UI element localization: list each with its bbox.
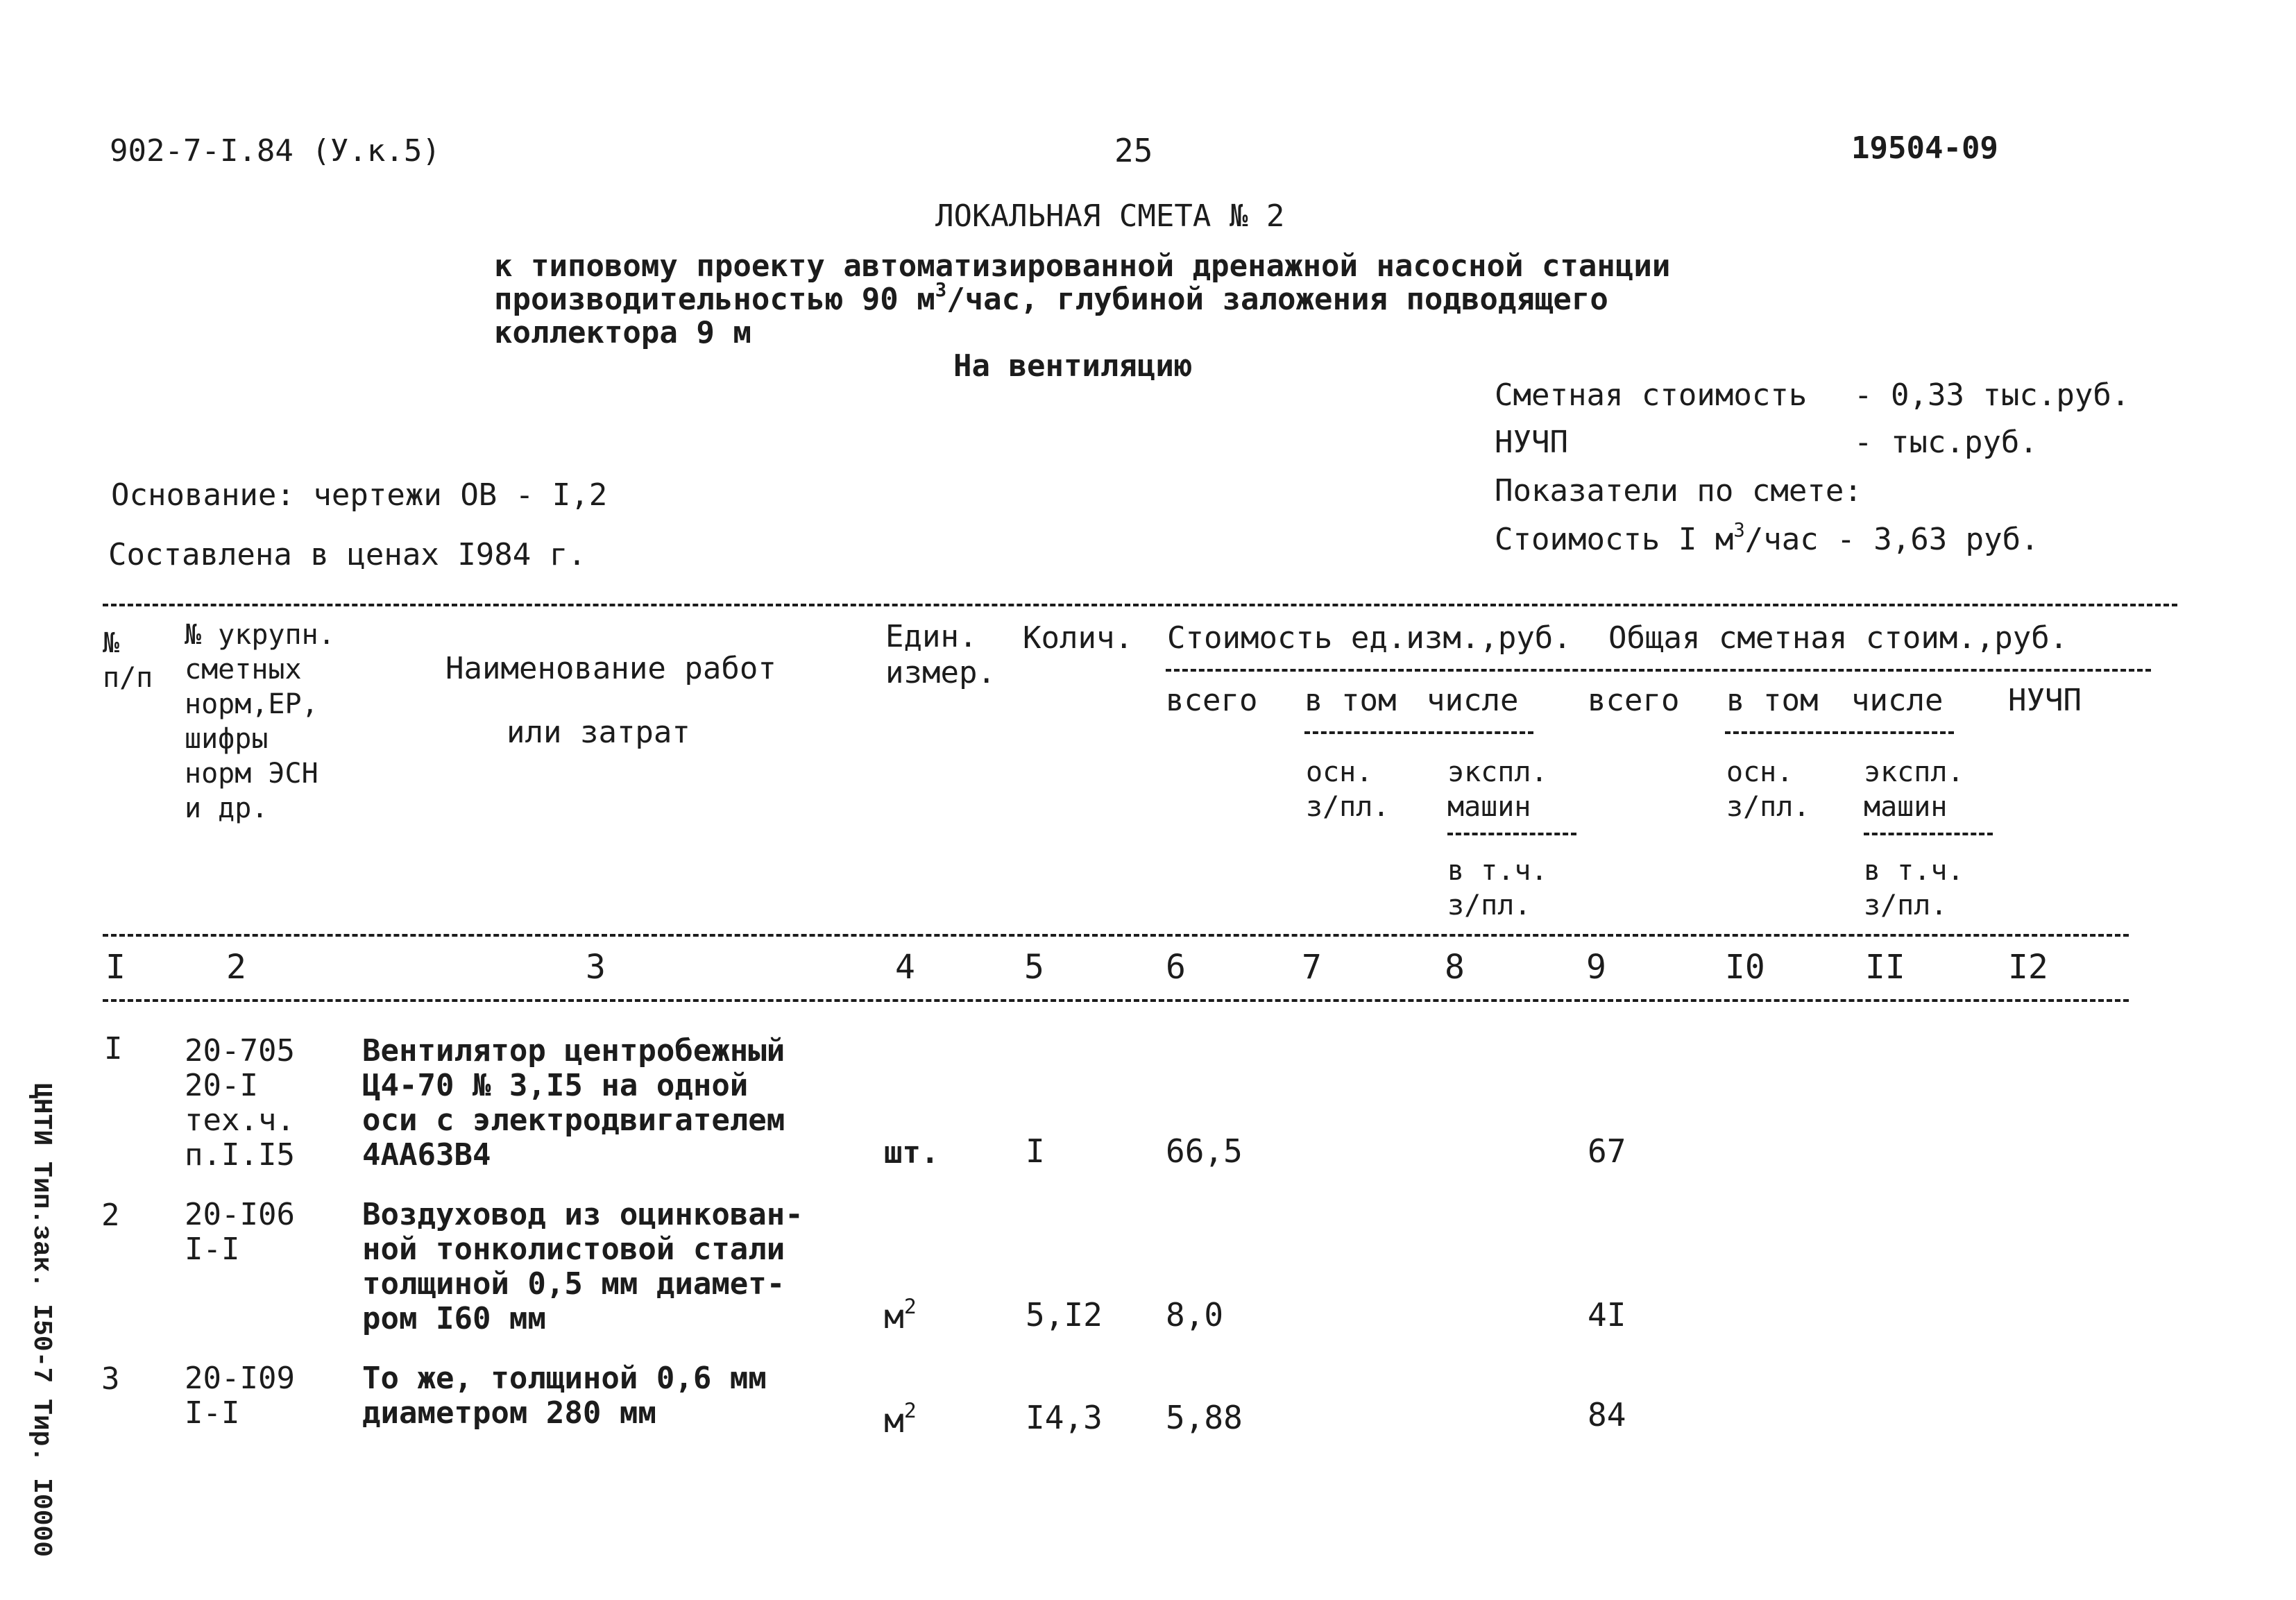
row-2-name: Воздуховод из оцинкован- ной тонколистовой стали толщиной 0,5 мм диамет- ром I60 мм	[362, 1197, 803, 1336]
row-2-total: 4I	[1588, 1296, 1626, 1334]
total-cost-including-rule	[1725, 731, 1954, 734]
row-1-quantity: I	[1026, 1132, 1045, 1170]
unit-cost-group-rule	[1166, 669, 2151, 672]
row-3-total: 84	[1588, 1396, 1626, 1433]
subject-line-2	[494, 279, 1608, 317]
row-3-unit-text: м	[884, 1402, 904, 1440]
header-total-including-b: числе	[1851, 683, 1944, 718]
column-number-7: 7	[1302, 948, 1322, 987]
column-number-6: 6	[1166, 948, 1186, 987]
column-number-5: 5	[1024, 948, 1044, 987]
header-unit-base-wages: осн. з/пл.	[1306, 756, 1390, 823]
machines-subrule-1	[1447, 833, 1576, 835]
row-3-unit	[884, 1399, 917, 1440]
page-number: 25	[1114, 132, 1153, 169]
document-code: 902-7-I.84 (У.к.5)	[110, 133, 441, 169]
subject-line-2-post: /час, глубиной заложения подводящего	[946, 282, 1608, 317]
unit-cost-including-rule	[1304, 731, 1533, 734]
column-number-11: II	[1865, 948, 1905, 987]
estimate-heading: ЛОКАЛЬНАЯ СМЕТА № 2	[935, 198, 1285, 234]
column-number-12: I2	[2008, 948, 2048, 987]
header-bottom-rule	[103, 934, 2129, 937]
column-number-10: I0	[1725, 948, 1765, 987]
nuchp-value: - тыс.руб.	[1854, 425, 2038, 460]
row-1-unit-total: 66,5	[1166, 1132, 1243, 1170]
row-3-unit-sup: 2	[903, 1399, 917, 1424]
prices-line: Составлена в ценах I984 г.	[108, 537, 586, 572]
header-work-name-line1: Наименование работ	[445, 651, 776, 686]
row-1-code: 20-705 20-I тех.ч. п.I.I5	[185, 1033, 295, 1173]
column-number-4: 4	[895, 948, 915, 987]
column-number-9: 9	[1586, 948, 1606, 987]
print-stamp-vertical: ЦНТИ Тип.зак. I50-7 Тир. I0000	[26, 1082, 56, 1558]
subject-line-2-pre: производительностью 90 м	[494, 282, 935, 317]
row-1-number: I	[104, 1031, 123, 1066]
row-2-number: 2	[101, 1198, 120, 1233]
header-total-machines: экспл. машин	[1864, 756, 1964, 823]
indicators-label: Показатели по смете:	[1495, 473, 1862, 509]
row-2-unit	[884, 1295, 917, 1336]
header-total-cost-group: Общая сметная стоим.,руб.	[1608, 620, 2068, 656]
row-3-code: 20-I09 I-I	[185, 1361, 295, 1431]
header-norm-code: № укрупн. сметных норм,ЕР, шифры норм ЭСН и др.	[185, 619, 335, 824]
header-unit-including-a: в том	[1304, 683, 1397, 718]
column-number-8: 8	[1445, 948, 1465, 987]
row-1-name: Вентилятор центробежный Ц4-70 № 3,I5 на одной оси с электродвигателем 4АА63В4	[362, 1033, 785, 1173]
header-total: всего	[1588, 683, 1680, 718]
subject-line-3: коллектора 9 м	[494, 315, 751, 350]
column-number-2: 2	[226, 948, 246, 987]
row-2-unit-total: 8,0	[1166, 1296, 1224, 1334]
header-unit: Един. измер.	[885, 619, 996, 690]
column-numbers-rule	[103, 999, 2129, 1002]
header-total-base-wages: осн. з/пл.	[1726, 756, 1810, 823]
nuchp-label: НУЧП	[1495, 425, 1568, 460]
machines-subrule-2	[1864, 833, 1993, 835]
column-number-1: I	[105, 948, 126, 987]
estimated-cost-label: Сметная стоимость	[1495, 377, 1808, 413]
row-2-unit-sup: 2	[903, 1295, 917, 1320]
row-3-number: 3	[101, 1361, 120, 1397]
column-number-3: 3	[586, 948, 606, 987]
header-quantity: Колич.	[1023, 620, 1133, 656]
unit-cost-sup: 3	[1733, 519, 1745, 541]
header-unit-including-b: числе	[1427, 683, 1519, 718]
stamp-number: 19504-09	[1851, 130, 1998, 166]
header-unit-machines: экспл. машин	[1447, 756, 1548, 823]
row-3-name: То же, толщиной 0,6 мм диаметром 280 мм	[362, 1361, 767, 1431]
row-3-quantity: I4,3	[1026, 1399, 1103, 1436]
row-1-unit-text: шт.	[884, 1135, 939, 1171]
unit-cost-line	[1495, 519, 2039, 557]
header-work-name-line2: или затрат	[507, 715, 690, 750]
row-2-quantity: 5,I2	[1026, 1296, 1103, 1334]
header-row-number: № п/п	[103, 627, 153, 694]
row-3-unit-total: 5,88	[1166, 1399, 1243, 1436]
row-2-code: 20-I06 I-I	[185, 1197, 295, 1267]
row-1-total: 67	[1588, 1132, 1626, 1170]
row-1-unit	[884, 1135, 939, 1171]
header-total-machines-wages: в т.ч. з/пл.	[1864, 855, 1964, 921]
header-nuchp: НУЧП	[2008, 683, 2082, 718]
header-unit-cost-group: Стоимость ед.изм.,руб.	[1167, 620, 1572, 656]
header-unit-machines-wages: в т.ч. з/пл.	[1447, 855, 1548, 921]
subject-line-1: к типовому проекту автоматизированной дренажной насосной станции	[494, 248, 1671, 284]
section-title: На вентиляцию	[953, 348, 1193, 384]
row-2-unit-text: м	[884, 1297, 904, 1336]
unit-cost-pre: Стоимость I м	[1495, 522, 1734, 557]
subject-line-2-sup: 3	[935, 279, 947, 301]
header-total-including-a: в том	[1726, 683, 1819, 718]
estimated-cost-value: - 0,33 тыс.руб.	[1854, 377, 2130, 413]
unit-cost-post: /час - 3,63 руб.	[1744, 522, 2039, 557]
table-top-rule	[103, 604, 2177, 606]
basis-line: Основание: чертежи ОВ - I,2	[111, 477, 608, 513]
header-unit-total: всего	[1166, 683, 1258, 718]
